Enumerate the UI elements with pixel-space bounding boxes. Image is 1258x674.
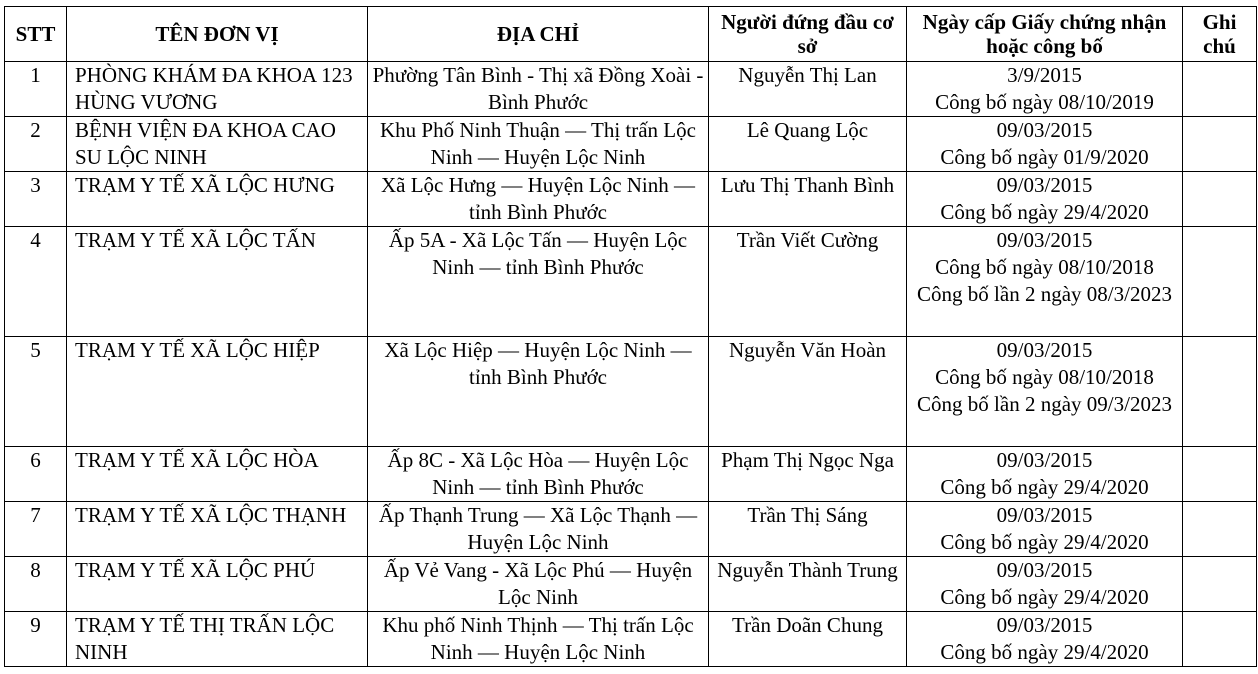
cell-head: Phạm Thị Ngọc Nga: [709, 447, 907, 502]
table-row: [5, 447, 1257, 502]
table-row: [5, 502, 1257, 557]
header-date: Ngày cấp Giấy chứng nhận hoặc công bố: [907, 7, 1183, 62]
date-line: 09/03/2015: [996, 118, 1093, 142]
cell-date: [907, 172, 1183, 227]
cell-date: [907, 62, 1183, 117]
cell-date: [907, 117, 1183, 172]
date-line: 09/03/2015: [996, 503, 1093, 527]
date-line: Công bố lần 2 ngày 09/3/2023: [917, 392, 1172, 416]
cell-note: [1183, 117, 1257, 172]
header-address: ĐỊA CHỈ: [368, 7, 709, 62]
cell-name: TRẠM Y TẾ XÃ LỘC PHÚ: [67, 557, 368, 612]
date-line: 09/03/2015: [996, 558, 1093, 582]
cell-address: Khu phố Ninh Thịnh — Thị trấn Lộc Ninh — Huyện Lộc Ninh: [368, 612, 709, 667]
cell-stt: 2: [5, 117, 67, 172]
cell-date: [907, 337, 1183, 447]
table-body: [5, 62, 1257, 667]
date-line: Công bố ngày 29/4/2020: [940, 200, 1149, 224]
cell-head: Trần Thị Sáng: [709, 502, 907, 557]
header-stt: STT: [5, 7, 67, 62]
cell-address: Xã Lộc Hiệp — Huyện Lộc Ninh — tỉnh Bình Phước: [368, 337, 709, 447]
cell-stt: 6: [5, 447, 67, 502]
cell-address: Ấp Thạnh Trung — Xã Lộc Thạnh — Huyện Lộc Ninh: [368, 502, 709, 557]
table-row: [5, 612, 1257, 667]
date-line: 09/03/2015: [996, 338, 1093, 362]
cell-name: TRẠM Y TẾ XÃ LỘC HIỆP: [67, 337, 368, 447]
date-line: Công bố ngày 29/4/2020: [940, 475, 1149, 499]
cell-head: Lưu Thị Thanh Bình: [709, 172, 907, 227]
date-line: Công bố ngày 01/9/2020: [940, 145, 1149, 169]
cell-address: Ấp Vẻ Vang - Xã Lộc Phú — Huyện Lộc Ninh: [368, 557, 709, 612]
cell-date: [907, 447, 1183, 502]
cell-note: [1183, 62, 1257, 117]
cell-date: [907, 227, 1183, 337]
cell-note: [1183, 227, 1257, 337]
cell-address: Khu Phố Ninh Thuận — Thị trấn Lộc Ninh — Huyện Lộc Ninh: [368, 117, 709, 172]
date-line: 09/03/2015: [996, 228, 1093, 252]
header-head: Người đứng đầu cơ sở: [709, 7, 907, 62]
cell-address: Ấp 5A - Xã Lộc Tấn — Huyện Lộc Ninh — tỉnh Bình Phước: [368, 227, 709, 337]
cell-note: [1183, 172, 1257, 227]
date-line: 3/9/2015: [1007, 63, 1082, 87]
cell-head: Lê Quang Lộc: [709, 117, 907, 172]
table-row: [5, 337, 1257, 447]
cell-date: [907, 612, 1183, 667]
cell-stt: 5: [5, 337, 67, 447]
cell-head: Nguyễn Thị Lan: [709, 62, 907, 117]
date-line: 09/03/2015: [996, 173, 1093, 197]
cell-name: TRẠM Y TẾ XÃ LỘC HƯNG: [67, 172, 368, 227]
cell-note: [1183, 447, 1257, 502]
date-line: Công bố ngày 29/4/2020: [940, 640, 1149, 664]
date-line: Công bố ngày 29/4/2020: [940, 530, 1149, 554]
date-line: 09/03/2015: [996, 448, 1093, 472]
cell-note: [1183, 502, 1257, 557]
cell-stt: 1: [5, 62, 67, 117]
date-line: Công bố ngày 08/10/2018: [935, 255, 1154, 279]
table-row: [5, 227, 1257, 337]
cell-name: TRẠM Y TẾ XÃ LỘC HÒA: [67, 447, 368, 502]
cell-address: Phường Tân Bình - Thị xã Đồng Xoài - Bình Phước: [368, 62, 709, 117]
facility-table: [4, 6, 1257, 667]
cell-stt: 8: [5, 557, 67, 612]
cell-name: BỆNH VIỆN ĐA KHOA CAO SU LỘC NINH: [67, 117, 368, 172]
header-name: TÊN ĐƠN VỊ: [67, 7, 368, 62]
date-line: Công bố ngày 08/10/2018: [935, 365, 1154, 389]
cell-note: [1183, 337, 1257, 447]
cell-name: PHÒNG KHÁM ĐA KHOA 123 HÙNG VƯƠNG: [67, 62, 368, 117]
table-row: [5, 172, 1257, 227]
cell-date: [907, 502, 1183, 557]
document-page: [4, 6, 1256, 667]
cell-name: TRẠM Y TẾ THỊ TRẤN LỘC NINH: [67, 612, 368, 667]
cell-head: Nguyễn Văn Hoàn: [709, 337, 907, 447]
cell-address: Xã Lộc Hưng — Huyện Lộc Ninh — tỉnh Bình Phước: [368, 172, 709, 227]
cell-note: [1183, 557, 1257, 612]
cell-name: TRẠM Y TẾ XÃ LỘC THẠNH: [67, 502, 368, 557]
cell-stt: 3: [5, 172, 67, 227]
cell-head: Trần Doãn Chung: [709, 612, 907, 667]
cell-head: Nguyễn Thành Trung: [709, 557, 907, 612]
table-row: [5, 117, 1257, 172]
date-line: Công bố ngày 08/10/2019: [935, 90, 1154, 114]
cell-stt: 7: [5, 502, 67, 557]
cell-head: Trần Viết Cường: [709, 227, 907, 337]
cell-date: [907, 557, 1183, 612]
date-line: Công bố lần 2 ngày 08/3/2023: [917, 282, 1172, 306]
date-line: 09/03/2015: [996, 613, 1093, 637]
table-row: [5, 557, 1257, 612]
cell-stt: 4: [5, 227, 67, 337]
header-note: Ghi chú: [1183, 7, 1257, 62]
cell-name: TRẠM Y TẾ XÃ LỘC TẤN: [67, 227, 368, 337]
cell-note: [1183, 612, 1257, 667]
cell-stt: 9: [5, 612, 67, 667]
table-header-row: [5, 7, 1257, 62]
cell-address: Ấp 8C - Xã Lộc Hòa — Huyện Lộc Ninh — tỉnh Bình Phước: [368, 447, 709, 502]
table-row: [5, 62, 1257, 117]
date-line: Công bố ngày 29/4/2020: [940, 585, 1149, 609]
